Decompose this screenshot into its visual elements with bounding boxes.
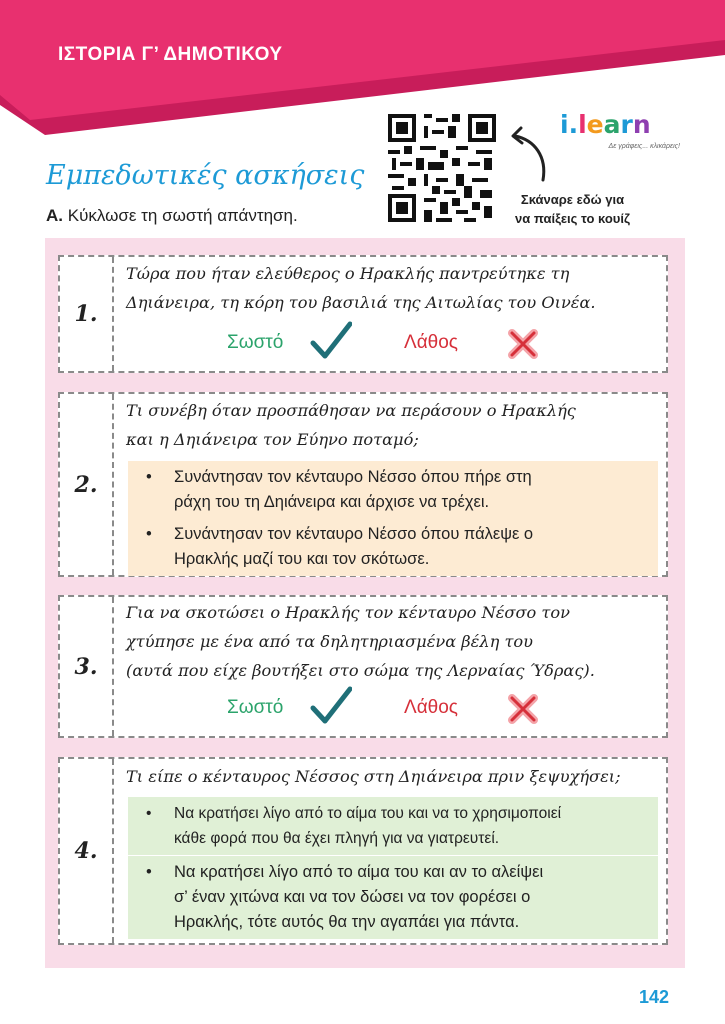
question-text [126,598,658,685]
question-line: Για να σκοτώσει ο Ηρακλής τον κένταυρο Νέσσο τον [126,603,570,622]
option-line: ράχη του τη Δηιάνειρα και άρχισε να τρέχει. [174,493,490,511]
question-card-4 [58,757,668,945]
correct-option[interactable]: Σωστό [227,332,284,353]
option-line: Συνάντησαν τον κένταυρο Νέσσο όπου πάλεψε ο [174,525,534,543]
bullet-icon: • [146,805,152,822]
question-line: και η Δηιάνειρα τον Εύηνο ποταμό; [126,430,419,449]
answer-option-a[interactable] [128,461,658,519]
question-text [126,396,658,454]
qr-code-icon[interactable] [384,110,500,226]
option-line: κάθε φορά που θα έχει πληγή για να γιατρευτεί. [174,830,500,847]
question-text [126,762,658,791]
question-line: (αυτά που είχε βουτήξει στο σώμα της Λερναίας Ύδρας). [126,661,595,680]
instruction-letter: Α. [46,206,63,225]
option-line: Ηρακλής, τότε αυτός θα την αγαπάει για πάντα. [174,913,520,931]
wrong-option[interactable]: Λάθος [404,332,458,353]
checkmark-icon[interactable] [310,686,352,726]
bullet-icon: • [146,525,152,543]
page-number: 142 [639,987,670,1007]
correct-option[interactable]: Σωστό [227,697,284,718]
wrong-option[interactable]: Λάθος [404,697,458,718]
instruction-text: Κύκλωσε τη σωστή απάντηση. [67,206,298,225]
logo-i: i. [560,110,579,139]
question-card-3 [58,595,668,738]
logo-l: l [578,110,587,139]
instruction [46,206,298,226]
question-line: Δηιάνειρα, τη κόρη του βασιλιά της Αιτωλίας του Οινέα. [126,293,596,312]
answer-option-a[interactable] [128,797,658,855]
qr-caption-line2: να παίξεις το κουίζ [515,211,630,226]
option-line: Να κρατήσει λίγο από το αίμα του και αν το αλείψει [174,863,544,881]
question-line: Τι συνέβη όταν προσπάθησαν να περάσουν ο Ηρακλής [126,401,576,420]
question-line: χτύπησε με ένα από τα δηλητηριασμένα βέλη του [126,632,533,651]
checkmark-icon[interactable] [310,321,352,361]
bullet-icon: • [146,468,152,486]
header-title: ΙΣΤΟΡΙΑ Γ’ ΔΗΜΟΤΙΚΟΥ [58,44,283,65]
question-number: 1. [60,257,114,371]
bullet-icon: • [146,863,152,881]
option-line: σ’ έναν χιτώνα και να τον δώσει να τον φορέσει ο [174,888,531,906]
section-title: Εμπεδωτικές ασκήσεις [46,160,365,191]
answer-option-b[interactable] [128,856,658,939]
question-number: 3. [60,597,114,736]
question-number: 2. [60,394,114,575]
logo-n: n [632,110,651,139]
x-mark-icon[interactable] [506,327,540,361]
answer-option-b[interactable] [128,518,658,576]
ilearn-logo [560,110,682,154]
option-line: Να κρατήσει λίγο από το αίμα του και να το χρησιμοποιεί [174,805,562,822]
question-number: 4. [60,759,114,943]
question-line: Τώρα που ήταν ελεύθερος ο Ηρακλής παντρεύτηκε τη [126,264,570,283]
qr-caption [505,190,640,228]
question-card-2 [58,392,668,577]
question-text [126,259,658,317]
logo-e: e [586,110,604,139]
curved-arrow-icon [505,122,553,184]
question-card-1 [58,255,668,373]
question-line: Τι είπε ο κένταυρος Νέσσος στη Δηιάνειρα πριν ξεψυχήσει; [126,767,621,786]
logo-tagline: Δε γράφεις... κλικάρεις! [608,143,680,150]
qr-caption-line1: Σκάναρε εδώ για [520,192,625,207]
x-mark-icon[interactable] [506,692,540,726]
logo-r: r [620,110,633,139]
option-line: Συνάντησαν τον κένταυρο Νέσσο όπου πήρε στη [174,468,532,486]
option-line: Ηρακλής μαζί του και τον σκότωσε. [174,550,430,568]
logo-a: a [603,110,621,139]
